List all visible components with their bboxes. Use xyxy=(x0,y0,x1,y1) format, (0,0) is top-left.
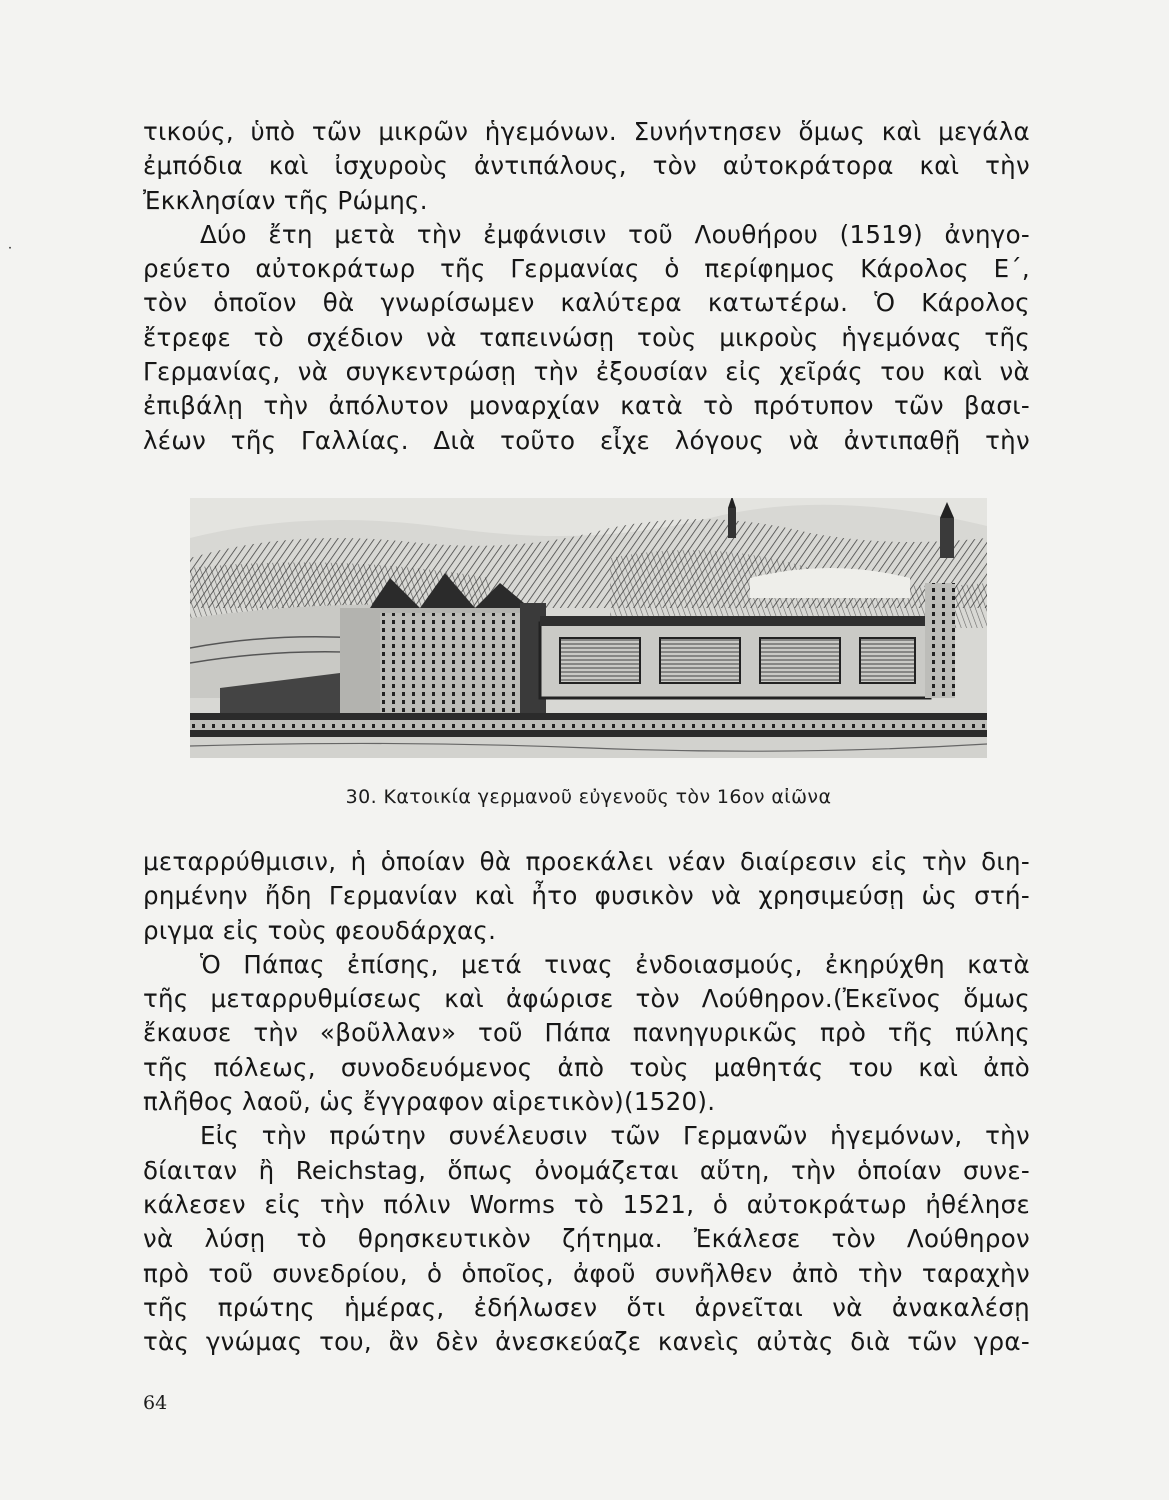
text-line: πλῆθος λαοῦ, ὡς ἔγγραφον αἱρετικὸν)(1520). xyxy=(143,1087,716,1117)
text-line: μεταρρύθμισιν, ἡ ὁποίαν θὰ προεκάλει νέαν διαίρεσιν εἰς τὴν διη- xyxy=(143,847,1030,876)
text-line: ἐπιβάλῃ τὴν ἀπόλυτον μοναρχίαν κατὰ τὸ πρότυπον τῶν βασι- xyxy=(143,391,1030,421)
text-line: τῆς πόλεως, συνοδευόμενος ἀπὸ τοὺς μαθητάς του καὶ ἀπὸ xyxy=(143,1052,1030,1082)
text-line: Δύο ἔτη μετὰ τὴν ἐμφάνισιν τοῦ Λουθήρου (1519) ἀνηγο- xyxy=(200,219,1030,249)
engraving-drawing xyxy=(190,498,987,758)
page-number: 64 xyxy=(143,1392,168,1414)
margin-mark: ˙ xyxy=(6,244,14,263)
figure-caption: 30. Κατοικία γερμανοῦ εὐγενοῦς τὸν 16ον αἰῶνα xyxy=(345,786,832,808)
bottom-paragraphs xyxy=(143,845,1030,1359)
text-line: τὰς γνώμας του, ἂν δὲν ἀνεσκεύαζε κανεὶς αὐτὰς διὰ τῶν γρα- xyxy=(143,1327,1030,1357)
text-line: λέων τῆς Γαλλίας. Διὰ τοῦτο εἶχε λόγους νὰ ἀντιπαθῇ τὴν xyxy=(143,425,1030,455)
top-paragraphs xyxy=(143,115,1030,458)
text-line: τὸν ὁποῖον θὰ γνωρίσωμεν καλύτερα κατωτέρω. Ὁ Κάρολος xyxy=(143,288,1030,318)
text-line: τῆς μεταρρυθμίσεως καὶ ἀφώρισε τὸν Λούθηρον.(Ἐκεῖνος ὅμως xyxy=(143,984,1030,1014)
text-line: ριγμα εἰς τοὺς φεουδάρχας. xyxy=(143,915,497,945)
text-line: τικούς, ὑπὸ τῶν μικρῶν ἡγεμόνων. Συνήντησεν ὅμως καὶ μεγάλα xyxy=(143,117,1030,146)
text-line: Γερμανίας, νὰ συγκεντρώσῃ τὴν ἐξουσίαν εἰς χεῖράς του καὶ νὰ xyxy=(143,357,1030,387)
text-line: τῆς πρώτης ἡμέρας, ἐδήλωσεν ὅτι ἀρνεῖται νὰ ἀνακαλέσῃ xyxy=(143,1292,1030,1322)
text-line: ἔτρεφε τὸ σχέδιον νὰ ταπεινώσῃ τοὺς μικροὺς ἡγεμόνας τῆς xyxy=(143,322,1030,352)
text-line: Ἐκκλησίαν τῆς Ρώμης. xyxy=(143,185,428,215)
text-line: πρὸ τοῦ συνεδρίου, ὁ ὁποῖος, ἀφοῦ συνῆλθεν ἀπὸ τὴν ταραχὴν xyxy=(143,1258,1030,1288)
text-line: κάλεσεν εἰς τὴν πόλιν Worms τὸ 1521, ὁ αὐτοκράτωρ ἠθέλησε xyxy=(143,1189,1030,1219)
text-line: ρεύετο αὐτοκράτωρ τῆς Γερμανίας ὁ περίφημος Κάρολος Ε΄, xyxy=(143,254,1030,284)
text-line: Εἰς τὴν πρώτην συνέλευσιν τῶν Γερμανῶν ἡγεμόνων, τὴν xyxy=(200,1121,1030,1151)
text-line: ἔκαυσε τὴν «βοῦλλαν» τοῦ Πάπα πανηγυρικῶς πρὸ τῆς πύλης xyxy=(143,1018,1030,1048)
text-line: Ὁ Πάπας ἐπίσης, μετά τινας ἐνδοιασμούς, ἐκηρύχθη κατὰ xyxy=(200,949,1030,979)
engraving-illustration xyxy=(190,498,987,758)
text-line: ἐμπόδια καὶ ἰσχυροὺς ἀντιπάλους, τὸν αὐτοκράτορα καὶ τὴν xyxy=(143,151,1030,181)
text-line: δίαιταν ἢ Reichstag, ὅπως ὀνομάζεται αὕτη, τὴν ὁποίαν συνε- xyxy=(143,1155,1030,1185)
text-line: νὰ λύσῃ τὸ θρησκευτικὸν ζήτημα. Ἐκάλεσε τὸν Λούθηρον xyxy=(143,1224,1030,1254)
text-line: ρημένην ἤδη Γερμανίαν καὶ ἦτο φυσικὸν νὰ χρησιμεύσῃ ὡς στή- xyxy=(143,881,1030,911)
